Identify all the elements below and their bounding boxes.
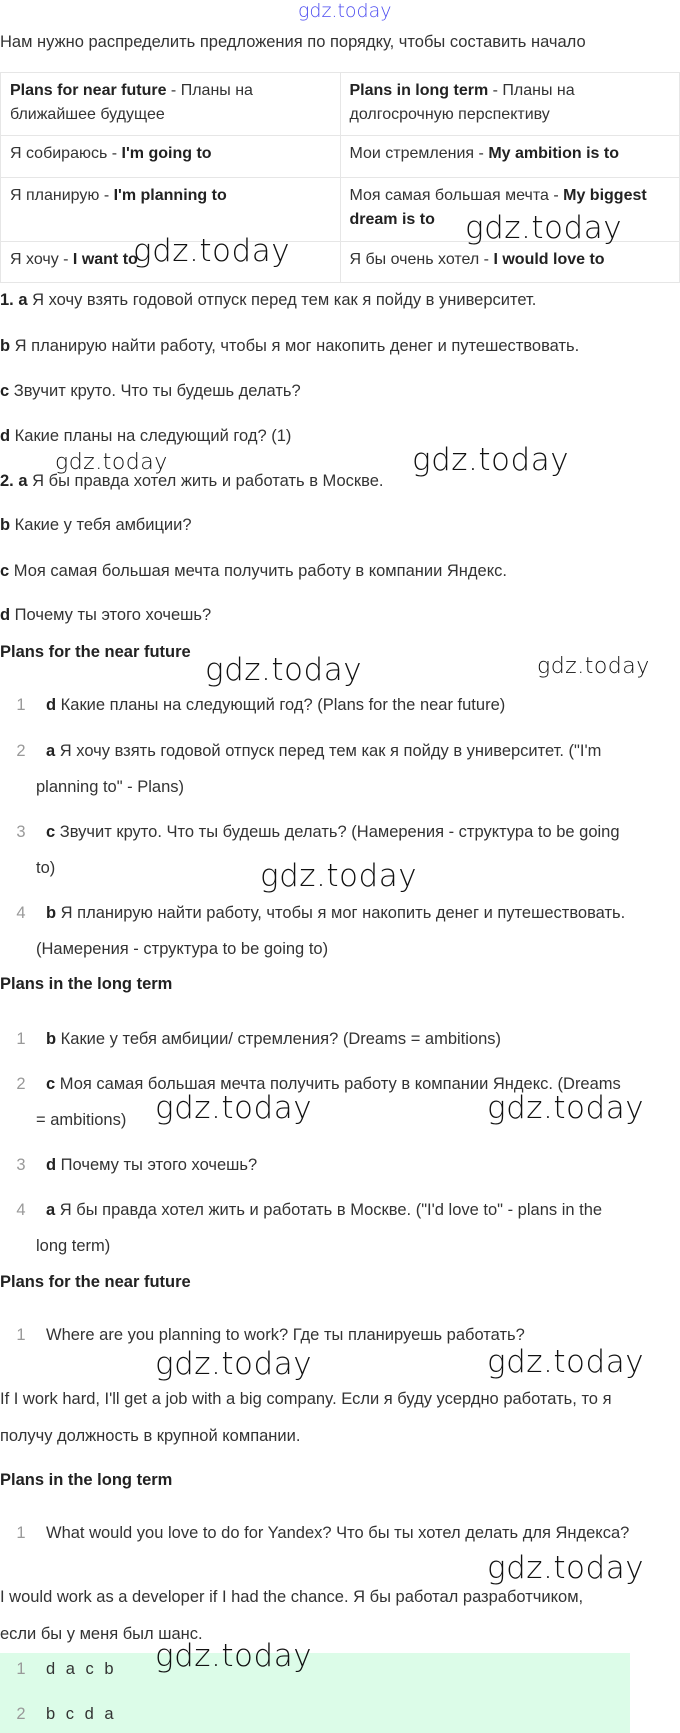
- item-letter: c: [46, 1075, 56, 1093]
- gdz-watermark: gdz.today: [412, 442, 570, 478]
- cell-russian: Я бы очень хотел -: [349, 251, 494, 268]
- answer-item: [10, 1660, 117, 1679]
- item-text: Моя самая большая мечта получить работу в компании Яндекс. (Dreams: [55, 1075, 621, 1093]
- cell-english: My ambition is to: [488, 145, 619, 162]
- gdz-watermark: gdz.today: [260, 858, 418, 894]
- answer-number: 2: [16, 1705, 26, 1723]
- answer-text: d a c b: [46, 1660, 117, 1678]
- sentence: [0, 516, 192, 535]
- section-heading: [0, 1273, 191, 1292]
- cell-russian: Я планирую -: [10, 187, 114, 204]
- sentence-letter: 1. a: [0, 291, 28, 309]
- sentence-letter: c: [0, 382, 10, 400]
- sentence: [0, 606, 211, 625]
- gdz-watermark: gdz.today: [155, 1346, 313, 1382]
- cell-english: I would love to: [493, 251, 605, 268]
- section-heading: [0, 975, 172, 994]
- list-item: [10, 742, 601, 761]
- cell-russian: Я хочу -: [10, 251, 73, 268]
- sentence: [0, 291, 536, 310]
- gdz-watermark: gdz.today: [205, 652, 363, 688]
- table-cell: [1, 178, 341, 242]
- table-row: [1, 242, 680, 283]
- intro-text: Нам нужно распределить предложения по порядку, чтобы составить начало: [0, 33, 586, 51]
- gdz-watermark: gdz.today: [465, 210, 623, 246]
- gdz-watermark: gdz.today: [55, 450, 168, 475]
- sentence-text: Какие у тебя амбиции?: [10, 516, 192, 534]
- item-letter: a: [46, 1201, 56, 1219]
- item-text: Я планирую найти работу, чтобы я мог накопить денег и путешествовать.: [56, 904, 626, 922]
- paragraph: если бы у меня был шанс.: [0, 1625, 203, 1643]
- item-letter: a: [46, 742, 56, 760]
- cell-english: My biggest dream is to: [349, 187, 647, 228]
- site-watermark-top[interactable]: gdz.today: [298, 0, 392, 22]
- sentence-letter: d: [0, 606, 11, 624]
- item-letter: d: [46, 1156, 57, 1174]
- sentence-text: Я планирую найти работу, чтобы я мог накопить денег и путешествовать.: [10, 337, 580, 355]
- sentence-letter: d: [0, 427, 11, 445]
- cell-english: Plans in long term: [349, 82, 489, 99]
- list-item: [10, 1030, 501, 1049]
- item-text: Какие у тебя амбиции/ стремления? (Dreams = ambitions): [56, 1030, 502, 1048]
- item-number: 3: [16, 823, 26, 841]
- item-number: 4: [16, 1201, 26, 1219]
- sentence: [0, 562, 507, 581]
- sentence-text: Моя самая большая мечта получить работу в компании Яндекс.: [9, 562, 507, 580]
- list-item: [10, 904, 625, 923]
- cell-english: I want to: [72, 251, 138, 268]
- list-item-continuation: (Намерения - структура to be going to): [36, 940, 329, 958]
- heading-text: Plans in the long term: [0, 1471, 173, 1489]
- paragraph: If I work hard, I'll get a job with a big company. Если я буду усердно работать, то я: [0, 1390, 612, 1408]
- cell-russian: Моя самая большая мечта -: [349, 187, 564, 204]
- item-letter: c: [46, 823, 56, 841]
- sentence: [0, 382, 301, 401]
- sentence-text: Звучит круто. Что ты будешь делать?: [9, 382, 301, 400]
- list-item-continuation: = ambitions): [36, 1111, 127, 1129]
- item-letter: b: [46, 904, 57, 922]
- gdz-watermark: gdz.today: [487, 1090, 645, 1126]
- gdz-watermark: gdz.today: [487, 1550, 645, 1586]
- section-heading: [0, 643, 191, 662]
- item-number: 3: [16, 1156, 26, 1174]
- phrases-table: [0, 72, 680, 283]
- list-item: [10, 1201, 602, 1220]
- table-cell: [340, 136, 680, 178]
- answer-text: b c d a: [46, 1705, 117, 1723]
- item-number: 1: [16, 1030, 26, 1048]
- item-number: 1: [16, 1326, 26, 1344]
- item-number: 2: [16, 742, 26, 760]
- cell-russian: - Планы на долгосрочную перспективу: [349, 82, 575, 123]
- cell-english: Plans for near future: [10, 82, 167, 99]
- sentence: [0, 337, 579, 356]
- gdz-watermark: gdz.today: [155, 1090, 313, 1126]
- answer-number: 1: [16, 1660, 26, 1678]
- list-item: [10, 696, 505, 715]
- cell-russian: - Планы на ближайшее будущее: [10, 82, 253, 123]
- sentence-letter: b: [0, 516, 11, 534]
- list-item: [10, 1156, 257, 1175]
- sentence: [0, 427, 291, 446]
- table-cell: [340, 73, 680, 136]
- table-cell: [1, 136, 341, 178]
- cell-english: I'm going to: [121, 145, 212, 162]
- item-text: Я бы правда хотел жить и работать в Москве. ("I'd love to" - plans in the: [55, 1201, 603, 1219]
- item-text: What would you love to do for Yandex? Что бы ты хотел делать для Яндекса?: [46, 1524, 630, 1542]
- item-letter: b: [46, 1030, 57, 1048]
- item-text: Какие планы на следующий год? (Plans for the near future): [56, 696, 506, 714]
- item-letter: d: [46, 696, 57, 714]
- item-number: 1: [16, 696, 26, 714]
- paragraph: получу должность в крупной компании.: [0, 1427, 301, 1445]
- answer-item: [10, 1705, 117, 1724]
- table-row: [1, 136, 680, 178]
- cell-russian: Я собираюсь -: [10, 145, 122, 162]
- item-number: 2: [16, 1075, 26, 1093]
- sentence-letter: b: [0, 337, 11, 355]
- sentence-letter: 2. a: [0, 472, 28, 490]
- list-item-continuation: planning to" - Plans): [36, 778, 185, 796]
- list-item-continuation: to): [36, 859, 56, 877]
- sentence-text: Какие планы на следующий год? (1): [10, 427, 292, 445]
- item-number: 4: [16, 904, 26, 922]
- cell-russian: Мои стремления -: [349, 145, 489, 162]
- item-text: Звучит круто. Что ты будешь делать? (Намерения - структура to be going: [55, 823, 620, 841]
- item-text: Почему ты этого хочешь?: [56, 1156, 258, 1174]
- list-item: [10, 823, 620, 842]
- table-cell: [1, 73, 341, 136]
- heading-text: Plans in the long term: [0, 975, 173, 993]
- list-item: [10, 1326, 525, 1345]
- list-item-continuation: long term): [36, 1237, 111, 1255]
- gdz-watermark: gdz.today: [487, 1344, 645, 1380]
- list-item: [10, 1524, 629, 1543]
- cell-english: I'm planning to: [113, 187, 227, 204]
- gdz-watermark: gdz.today: [537, 654, 650, 679]
- gdz-watermark: gdz.today: [133, 233, 291, 269]
- heading-text: Plans for the near future: [0, 1273, 191, 1291]
- sentence-text: Я бы правда хотел жить и работать в Москве.: [27, 472, 384, 490]
- sentence-text: Почему ты этого хочешь?: [10, 606, 212, 624]
- heading-text: Plans for the near future: [0, 643, 191, 661]
- item-text: Where are you planning to work? Где ты планируешь работать?: [46, 1326, 525, 1344]
- table-row: [1, 73, 680, 136]
- sentence-letter: c: [0, 562, 10, 580]
- gdz-watermark: gdz.today: [155, 1638, 313, 1674]
- paragraph: I would work as a developer if I had the chance. Я бы работал разработчиком,: [0, 1588, 584, 1606]
- item-number: 1: [16, 1524, 26, 1542]
- sentence-text: Я хочу взять годовой отпуск перед тем как я пойду в университет.: [27, 291, 537, 309]
- item-text: Я хочу взять годовой отпуск перед тем как я пойду в университет. ("I'm: [55, 742, 602, 760]
- section-heading: [0, 1471, 172, 1490]
- table-cell: [340, 242, 680, 283]
